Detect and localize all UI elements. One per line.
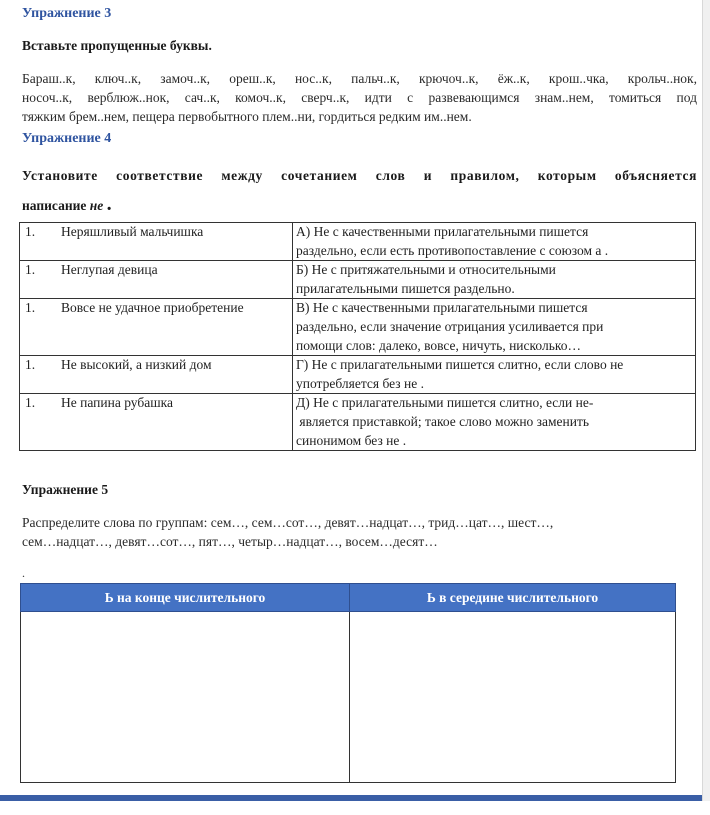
matching-row [20,223,696,261]
rule-line: является приставкой; такое слово можно заменить [296,413,590,429]
matching-row [20,299,696,356]
groups-header-end: Ь на конце числительного [21,584,350,612]
document-frame-bottom [0,795,710,801]
matching-rule-cell [293,223,696,261]
rule-line: синонимом без не . [296,432,407,448]
matching-phrase-cell [20,223,293,261]
row-number: 1. [25,300,36,316]
matching-phrase-cell [20,299,293,356]
row-number: 1. [25,357,36,373]
document-frame-right [702,0,710,801]
exercise-3-line: Бараш..к, ключ..к, замоч..к, ореш..к, нос..к, пальч..к, крючоч..к, ёж..к, крош..чка, крольч..нок, [22,71,697,86]
rule-line: Д) Не с прилагательными пишется слитно, если не- [296,395,594,411]
rule-line: раздельно, если есть противопоставление с союзом а . [296,242,609,258]
matching-phrase-cell [20,261,293,299]
phrase-text: Не высокий, а низкий дом [61,357,212,373]
exercise-4-instruction-line [22,190,697,220]
matching-row [20,394,696,451]
exercise-3-instruction: Вставьте пропущенные буквы. [22,38,212,53]
exercise-3-text [22,69,697,126]
matching-rule-cell [293,299,696,356]
rule-line: Г) Не с прилагательными пишется слитно, если слово не [296,357,624,373]
exercise-5-line: сем…надцат…, девят…сот…, пят…, четыр…надцат…, восем…десят… [22,534,438,549]
matching-phrase-cell [20,356,293,394]
matching-rule-cell [293,356,696,394]
rule-line: употребляется без не . [296,375,424,391]
phrase-text: Вовсе не удачное приобретение [61,300,244,316]
rule-line: прилагательными пишется раздельно. [296,280,515,296]
exercise-3-line: тяжким брем..нем, пещера первобытного плем..ни, гордиться редким им..нем. [22,109,472,124]
matching-table [19,222,696,451]
matching-rule-cell [293,261,696,299]
exercise-5-text [22,513,682,551]
exercise-4-instruction [22,162,697,220]
instruction-word-ne: не [89,198,104,213]
phrase-text: Неглупая девица [61,262,158,278]
instruction-dot: . [106,193,112,215]
exercise-5-line: Распределите слова по группам: сем…, сем…сот…, девят…надцат…, трид…цат…, шест…, [22,515,554,530]
row-number: 1. [25,395,36,411]
exercise-4-instruction-line: Установите соответствие между сочетанием слов и правилом, которым объясняется [22,168,697,183]
groups-header-middle: Ь в середине числительного [350,584,676,612]
row-number: 1. [25,262,36,278]
exercise-5-title: Упражнение 5 [22,482,109,497]
groups-cell-end[interactable] [21,612,350,783]
rule-line: В) Не с качественными прилагательными пишется [296,300,588,316]
groups-cell-middle[interactable] [350,612,676,783]
exercise-4-title: Упражнение 4 [22,131,112,146]
phrase-text: Не папина рубашка [61,395,173,411]
groups-table [20,583,676,783]
stray-dot: . [22,566,25,580]
rule-line: помощи слов: далеко, вовсе, ничуть, нисколько… [296,337,581,353]
matching-phrase-cell [20,394,293,451]
matching-row [20,261,696,299]
matching-rule-cell [293,394,696,451]
matching-row [20,356,696,394]
exercise-3-line: носоч..к, верблюж..нок, сач..к, комоч..к, сверч..к, идти с развевающимся знам..нем, томиться под [22,90,697,105]
exercise-3-title: Упражнение 3 [22,6,112,21]
rule-line: раздельно, если значение отрицания усиливается при [296,318,604,334]
rule-line: Б) Не с притяжательными и относительными [296,262,556,278]
rule-line: А) Не с качественными прилагательными пишется [296,224,589,239]
row-number: 1. [25,224,36,239]
instruction-prefix: написание [22,198,87,213]
phrase-text: Неряшливый мальчишка [61,224,204,239]
